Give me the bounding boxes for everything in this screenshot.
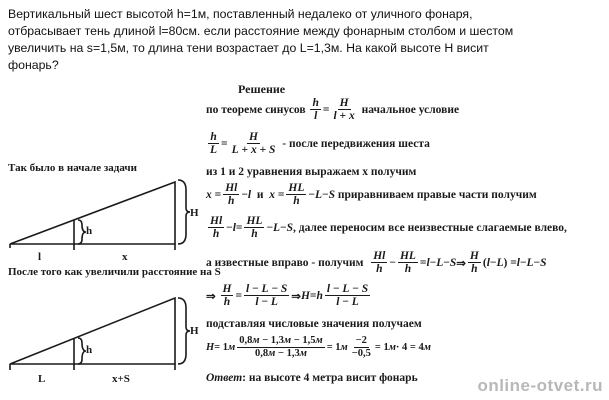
answer-label: Ответ	[206, 372, 243, 384]
solution-line-9: H = 1 м $\frac{0,8м - 1,3м - 1,5м}{0,8м - 1,3м}$ = 1 м $\frac{-2}{-0,5}$ = 1 м · 4 = 4 м	[206, 335, 431, 359]
label-h-bottom: h	[86, 344, 93, 356]
line4-mid: и	[256, 188, 264, 201]
label-l: l	[38, 251, 42, 263]
top-h-brace	[178, 180, 190, 244]
caption-moved: После того как увеличили расстояние на S	[8, 266, 221, 278]
triangle-diagrams	[0, 170, 200, 400]
problem-line: фонарь?	[8, 58, 59, 72]
solution-line-4: x = $\frac{Hl}{h}$ − l и x = $\frac{HL}{h}$ − L − S приравниваем правые части получим	[206, 182, 537, 207]
solution-line-3: из 1 и 2 уравнения выражаем x получим	[206, 166, 417, 178]
solution-line-7: ⇒ $\frac{H}{h}$ = $\frac{l - L - S}{l - L}$ ⇒ H = h $\frac{l - L - S}{l - L}$	[206, 283, 369, 308]
line6-prefix: а известные вправо - получим	[206, 256, 364, 269]
line1-suffix: начальное условие	[361, 103, 460, 116]
label-h-top: h	[86, 225, 93, 237]
answer-text: : на высоте 4 метра висит фонарь	[242, 372, 418, 384]
label-H-top: H	[190, 207, 199, 219]
problem-line: отбрасывает тень длиной l=80см. если расстояние между фонарным столбом и шестом	[8, 24, 514, 38]
top-triangle	[10, 182, 175, 244]
solution-line-8: подставляя числовые значения получаем	[206, 318, 422, 330]
label-xs: x+S	[112, 373, 130, 385]
problem-line: Вертикальный шест высотой h=1м, поставленный недалеко от уличного фонаря,	[8, 7, 473, 21]
solution-line-2: $\frac{h}{L}$ = $\frac{H}{L + x + S}$ - после передвижения шеста	[210, 131, 430, 156]
problem-line: увеличить на s=1,5м, то длина тени возрастает до L=1,3м. На какой высоте H висит	[8, 41, 489, 55]
solution-line-6: а известные вправо - получим $\frac{Hl}{h}$ − $\frac{HL}{h}$ = l − L − S ⇒ $\frac{H}{h}$ ( l − L ) = l − L − S	[206, 250, 547, 275]
label-L: L	[38, 373, 46, 385]
watermark: online-otvet.ru	[477, 376, 603, 395]
label-H-bottom: H	[190, 325, 199, 337]
solution-line-5: $\frac{Hl}{h}$ − l = $\frac{HL}{h}$ − L − S , далее переносим все неизвестные слагаемые влево,	[210, 215, 567, 240]
problem-text	[8, 6, 603, 74]
line5-suffix: , далее переносим все неизвестные слагаемые влево,	[293, 221, 567, 234]
solution-heading: Решение	[238, 82, 286, 96]
line2-suffix: - после передвижения шеста	[282, 137, 430, 150]
line4-suffix: приравниваем правые части получим	[337, 188, 537, 201]
answer-line	[206, 372, 418, 384]
label-x: x	[122, 251, 128, 263]
solution-line-1: по теореме синусов $\frac{h}{l}$ = $\frac{H}{l + x}$ начальное условие	[206, 97, 460, 122]
caption-initial: Так было в начале задачи	[8, 162, 137, 174]
line1-prefix: по теореме синусов	[206, 103, 306, 116]
bottom-triangle	[10, 298, 175, 364]
